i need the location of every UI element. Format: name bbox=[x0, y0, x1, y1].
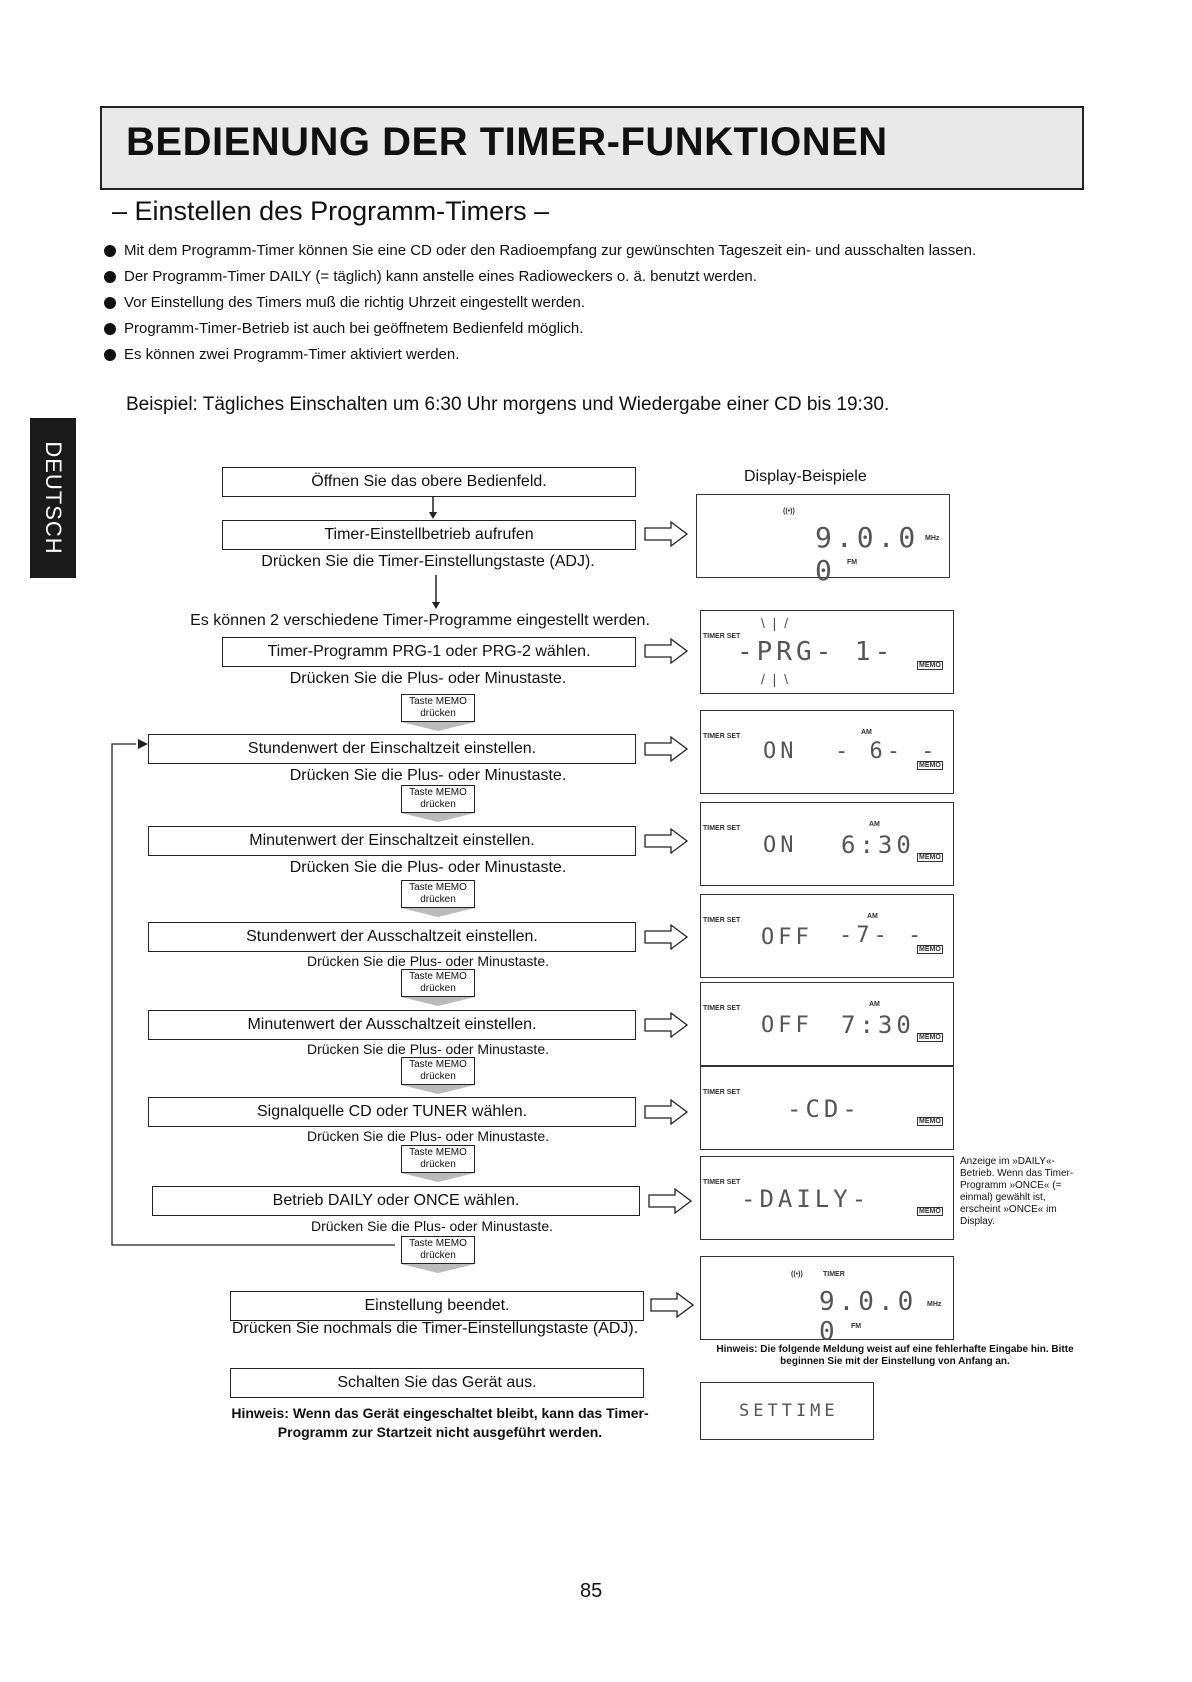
memo-hint bbox=[401, 694, 475, 731]
page-title: BEDIENUNG DER TIMER-FUNKTIONEN bbox=[126, 120, 888, 164]
down-arrow-icon bbox=[401, 997, 475, 1006]
timer-set-label: TIMER SET bbox=[703, 733, 741, 740]
step-on-hour-note: Drücken Sie die Plus- oder Minustaste. bbox=[289, 767, 567, 784]
memo-line2: drücken bbox=[420, 894, 456, 905]
memo-line1: Taste MEMO bbox=[409, 1059, 467, 1070]
memo-indicator: MEMO bbox=[919, 946, 941, 953]
right-arrow-icon bbox=[644, 521, 688, 547]
lcd-readout-mode: OFF bbox=[761, 925, 813, 950]
list-item: Programm-Timer-Betrieb ist auch bei geöffnetem Bedienfeld möglich. bbox=[102, 316, 976, 342]
section-subtitle: – Einstellen des Programm-Timers – bbox=[112, 196, 550, 226]
memo-line2: drücken bbox=[420, 983, 456, 994]
memo-hint bbox=[401, 1145, 475, 1182]
step-source-note: Drücken Sie die Plus- oder Minustaste. bbox=[307, 1128, 549, 1144]
step-on-minute-note: Drücken Sie die Plus- oder Minustaste. bbox=[289, 859, 567, 876]
display-example-off-hour bbox=[700, 894, 954, 978]
am-label: AM bbox=[861, 729, 872, 736]
timer-set-label: TIMER SET bbox=[703, 633, 741, 640]
memo-line1: Taste MEMO bbox=[409, 787, 467, 798]
step-off-minute-note: Drücken Sie die Plus- oder Minustaste. bbox=[307, 1041, 549, 1057]
display-example-on-hour bbox=[700, 710, 954, 794]
list-item: Mit dem Programm-Timer können Sie eine CD oder den Radioempfang zur gewünschten Tageszeit ein- und ausschalten lassen. bbox=[102, 238, 976, 264]
memo-line2: drücken bbox=[420, 708, 456, 719]
step-power-off: Schalten Sie das Gerät aus. bbox=[230, 1368, 644, 1398]
step-program-intro: Es können 2 verschiedene Timer-Programme eingestellt werden. bbox=[190, 612, 650, 629]
right-arrow-icon bbox=[644, 924, 688, 950]
memo-indicator: MEMO bbox=[919, 854, 941, 861]
timer-set-label: TIMER SET bbox=[703, 825, 741, 832]
mhz-label: MHz bbox=[925, 535, 940, 542]
step-off-hour-note: Drücken Sie die Plus- oder Minustaste. bbox=[307, 953, 549, 969]
memo-indicator: MEMO bbox=[919, 1034, 941, 1041]
memo-hint bbox=[401, 1057, 475, 1094]
lcd-readout: 9.0.0 0 bbox=[819, 1287, 918, 1347]
blink-rays-icon: \ | / bbox=[761, 615, 788, 631]
down-arrow-icon bbox=[401, 722, 475, 731]
lcd-readout-mode: ON bbox=[763, 739, 798, 764]
timer-indicator: TIMER bbox=[823, 1271, 845, 1278]
fm-label: FM bbox=[847, 559, 858, 566]
language-tab-label: DEUTSCH bbox=[41, 441, 66, 555]
lcd-readout-time: -7- - bbox=[839, 923, 926, 948]
blink-rays-icon: / | \ bbox=[761, 671, 788, 687]
step-daily-once-note: Drücken Sie die Plus- oder Minustaste. bbox=[311, 1218, 553, 1234]
right-arrow-icon bbox=[644, 1012, 688, 1038]
lcd-readout: SETTIME bbox=[739, 1401, 839, 1421]
display-example-program bbox=[700, 610, 954, 694]
step-on-hour: Stundenwert der Einschaltzeit einstellen. bbox=[148, 734, 636, 764]
memo-hint bbox=[401, 969, 475, 1006]
daily-side-note: Anzeige im »DAILY«-Betrieb. Wenn das Timer-Programm »ONCE« (= einmal) gewählt ist, erscheint »ONCE« im Display. bbox=[960, 1156, 1074, 1227]
memo-line1: Taste MEMO bbox=[409, 971, 467, 982]
list-item: Vor Einstellung des Timers muß die richtig Uhrzeit eingestellt werden. bbox=[102, 290, 976, 316]
down-arrow-icon bbox=[401, 1085, 475, 1094]
step-timer-mode-note: Drücken Sie die Timer-Einstellungstaste (ADJ). bbox=[261, 553, 595, 570]
lcd-readout: -CD- bbox=[787, 1095, 861, 1123]
fm-label: FM bbox=[851, 1323, 862, 1330]
stereo-icon: ((•)) bbox=[791, 1271, 803, 1278]
lcd-readout-time: - 6- - bbox=[835, 739, 939, 764]
step-finished: Einstellung beendet. bbox=[230, 1291, 644, 1321]
step-open-panel: Öffnen Sie das obere Bedienfeld. bbox=[222, 467, 636, 497]
stereo-icon: ((•)) bbox=[783, 508, 795, 515]
step-select-program-note: Drücken Sie die Plus- oder Minustaste. bbox=[289, 670, 567, 687]
display-example-source bbox=[700, 1066, 954, 1150]
lcd-readout-mode: ON bbox=[763, 833, 798, 858]
lcd-readout: 9.0.0 0 bbox=[815, 521, 920, 587]
am-label: AM bbox=[869, 1001, 880, 1008]
memo-line2: drücken bbox=[420, 1071, 456, 1082]
display-example-finished bbox=[700, 1256, 954, 1347]
display-example-settime bbox=[700, 1382, 874, 1440]
display-example-on-minute bbox=[700, 802, 954, 886]
display-example-clock bbox=[696, 494, 950, 587]
memo-indicator: MEMO bbox=[919, 762, 941, 769]
mhz-label: MHz bbox=[927, 1301, 942, 1308]
down-arrow-icon bbox=[401, 813, 475, 822]
lcd-readout: -PRG- 1- bbox=[737, 637, 895, 667]
memo-indicator: MEMO bbox=[919, 1208, 941, 1215]
down-arrow-icon bbox=[401, 1264, 475, 1273]
step-daily-once: Betrieb DAILY oder ONCE wählen. bbox=[152, 1186, 640, 1216]
memo-indicator: MEMO bbox=[919, 662, 941, 669]
memo-line2: drücken bbox=[420, 1250, 456, 1261]
memo-hint bbox=[401, 880, 475, 917]
right-arrow-icon bbox=[644, 736, 688, 762]
memo-hint bbox=[401, 1236, 475, 1273]
display-examples-title: Display-Beispiele bbox=[744, 468, 867, 485]
right-arrow-icon bbox=[644, 638, 688, 664]
step-on-minute: Minutenwert der Einschaltzeit einstellen. bbox=[148, 826, 636, 856]
step-off-minute: Minutenwert der Ausschaltzeit einstellen. bbox=[148, 1010, 636, 1040]
lcd-readout-time: 6:30 bbox=[841, 831, 915, 859]
memo-line1: Taste MEMO bbox=[409, 1238, 467, 1249]
lcd-readout-mode: OFF bbox=[761, 1013, 813, 1038]
right-arrow-icon bbox=[648, 1188, 692, 1214]
memo-line2: drücken bbox=[420, 1159, 456, 1170]
am-label: AM bbox=[869, 821, 880, 828]
lcd-readout: -DAILY- bbox=[741, 1185, 871, 1213]
power-off-hint: Hinweis: Wenn das Gerät eingeschaltet bleibt, kann das Timer-Programm zur Startzeit nicht ausgeführt werden. bbox=[231, 1405, 649, 1440]
timer-set-label: TIMER SET bbox=[703, 917, 741, 924]
memo-indicator: MEMO bbox=[919, 1118, 941, 1125]
step-off-hour: Stundenwert der Ausschaltzeit einstellen. bbox=[148, 922, 636, 952]
display-example-daily bbox=[700, 1156, 954, 1240]
timer-set-label: TIMER SET bbox=[703, 1179, 741, 1186]
right-arrow-icon bbox=[644, 828, 688, 854]
lcd-readout-time: 7:30 bbox=[841, 1011, 915, 1039]
step-select-program: Timer-Programm PRG-1 oder PRG-2 wählen. bbox=[222, 637, 636, 667]
step-finished-note: Drücken Sie nochmals die Timer-Einstellungstaste (ADJ). bbox=[231, 1320, 639, 1337]
memo-hint bbox=[401, 785, 475, 822]
memo-line2: drücken bbox=[420, 799, 456, 810]
memo-line1: Taste MEMO bbox=[409, 882, 467, 893]
list-item: Der Programm-Timer DAILY (= täglich) kann anstelle eines Radioweckers o. ä. benutzt werden. bbox=[102, 264, 976, 290]
step-timer-mode: Timer-Einstellbetrieb aufrufen bbox=[222, 520, 636, 550]
example-text: Beispiel: Tägliches Einschalten um 6:30 Uhr morgens und Wiedergabe einer CD bis 19:30. bbox=[126, 394, 890, 415]
display-example-off-minute bbox=[700, 982, 954, 1066]
down-arrow-icon bbox=[401, 908, 475, 917]
right-arrow-icon bbox=[650, 1292, 694, 1318]
memo-line1: Taste MEMO bbox=[409, 696, 467, 707]
right-arrow-icon bbox=[644, 1099, 688, 1125]
error-hint: Hinweis: Die folgende Meldung weist auf eine fehlerhafte Eingabe hin. Bitte beginnen Sie mit der Einstellung von Anfang an. bbox=[716, 1344, 1074, 1367]
am-label: AM bbox=[867, 913, 878, 920]
page-number: 85 bbox=[580, 1580, 603, 1602]
timer-set-label: TIMER SET bbox=[703, 1005, 741, 1012]
list-item: Es können zwei Programm-Timer aktiviert werden. bbox=[102, 342, 976, 368]
down-arrow-icon bbox=[401, 1173, 475, 1182]
step-source: Signalquelle CD oder TUNER wählen. bbox=[148, 1097, 636, 1127]
timer-set-label: TIMER SET bbox=[703, 1089, 741, 1096]
memo-line1: Taste MEMO bbox=[409, 1147, 467, 1158]
